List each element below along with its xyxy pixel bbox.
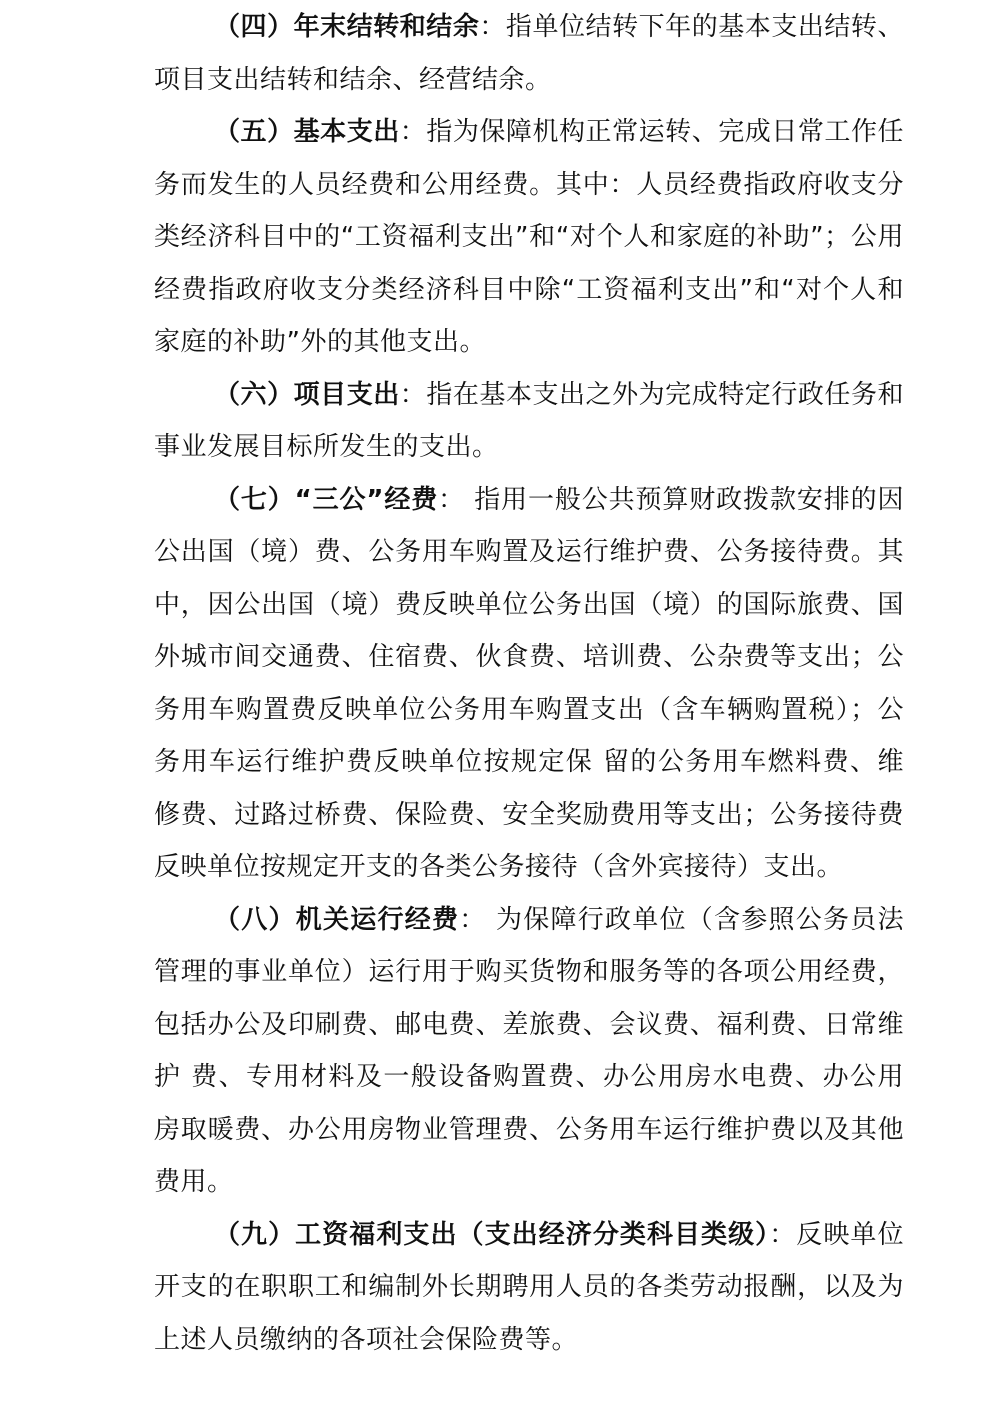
paragraph-heading: （六）项目支出 — [214, 379, 400, 410]
paragraph-heading: （八）机关运行经费 — [214, 904, 460, 935]
document-page — [0, 1, 1000, 1415]
paragraph-body: ： 为保障行政单位（含参照公务员法管理的事业单位）运行用于购买货物和服务等的各项公用经费，包括办公及印刷费、邮电费、差旅费、会议费、福利费、日常维护 费、专用材料及一般设备购置费、办公用房水电费、办公用房取暖费、办公用房物业管理费、公务用车运行维护费以及其他费用。 — [154, 904, 904, 1197]
paragraph-body: ： 指用一般公共预算财政拨款安排的因公出国（境）费、公务用车购置及运行维护费、公务接待费。其中，因公出国（境）费反映单位公务出国（境）的国际旅费、国 外城市间交通费、住宿费、伙食费、培训费、公杂费等支出；公务用车购置费反映单位公务用车购置支出（含车辆购置税）；公务用车运行维护费反映单位按规定保 留的公务用车燃料费、维修费、过路过桥费、保险费、安全奖励费用等支出；公务接待费反映单位按规定开支的各类公务接待（含外宾接待）支出。 — [154, 484, 904, 882]
paragraph-project-expenditure — [154, 369, 904, 474]
paragraph-basic-expenditure — [154, 106, 904, 369]
paragraph-body: ：指在基本支出之外为完成特定行政任务和事业发展目标所发生的支出。 — [154, 379, 904, 462]
paragraph-heading: （九）工资福利支出（支出经济分类科目类级） — [214, 1219, 770, 1250]
paragraph-three-public-funds — [154, 474, 904, 894]
paragraph-year-end-carryover — [154, 1, 904, 106]
paragraph-body: ：指为保障机构正常运转、完成日常工作任务而发生的人员经费和公用经费。其中：人员经费指政府收支分类经济科目中的“工资福利支出”和“对个人和家庭的补助”；公用经费指政府收支分类经济科目中除“工资福利支出”和“对个人和家庭的补助”外的其他支出。 — [154, 117, 904, 357]
paragraph-agency-operating-funds — [154, 894, 904, 1209]
paragraph-heading: （四）年末结转和结余 — [214, 12, 480, 42]
paragraph-body: ：指单位结转下年的基本支出结转、项目支出结转和结余、经营结余。 — [154, 12, 904, 95]
paragraph-body: ：反映单位开支的在职职工和编制外长期聘用人员的各类劳动报酬，以及为上述人员缴纳的各项社会保险费等。 — [154, 1219, 904, 1355]
paragraph-heading: （七）“三公”经费 — [214, 484, 439, 515]
paragraph-wages-welfare — [154, 1209, 904, 1367]
paragraph-heading: （五）基本支出 — [214, 117, 400, 147]
